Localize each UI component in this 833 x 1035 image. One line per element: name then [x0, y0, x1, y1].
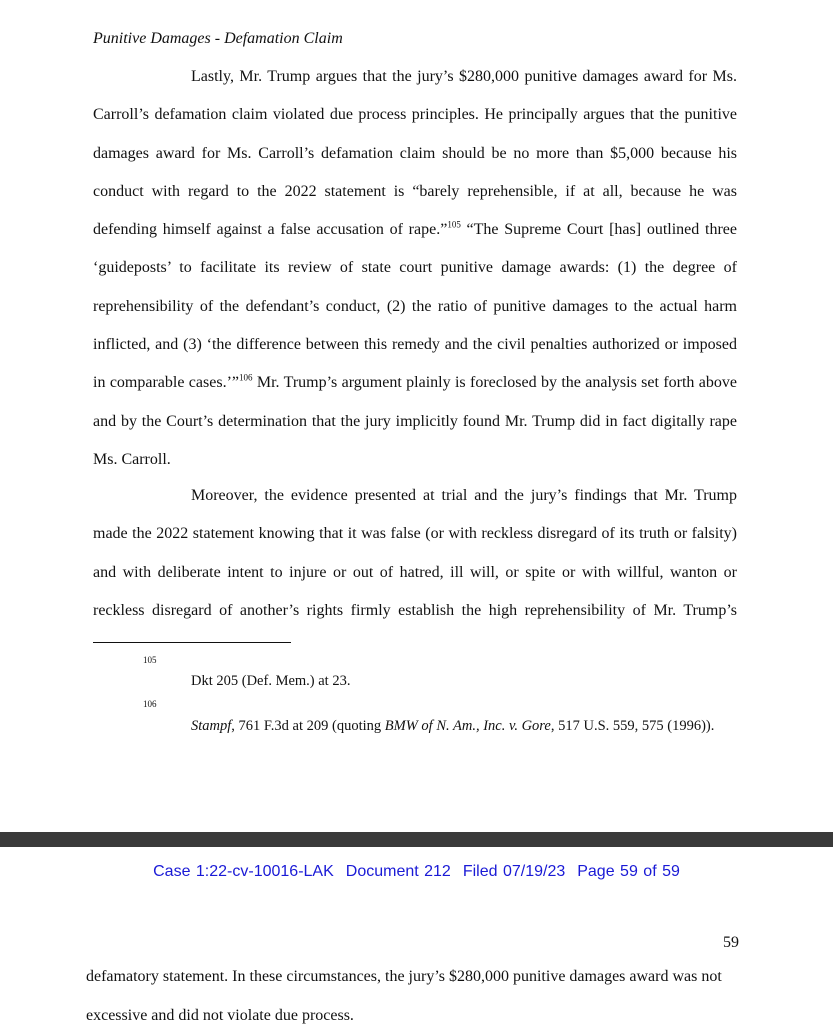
- paragraph1-text-a: Lastly, Mr. Trump argues that the jury’s $280,000 punitive damages award for Ms. Carroll’s defamation claim violated due process principles. He principally argues that the punitive damages award for Ms. Carroll’s defamation claim should be no more than $5,000 because his conduct with regard to the 2022 statement is “barely reprehensible, if at all, because he was defending himself against a false accusation of rape.”: [93, 68, 737, 239]
- page-count: Page 59 of 59: [577, 863, 680, 880]
- paragraph2-text: Moreover, the evidence presented at trial and the jury’s findings that Mr. Trump made the 2022 statement knowing that it was false (or with reckless disregard of its truth or falsity) and with deliberate intent to injure or out of hatred, ill will, or spite or with willful, wanton or reckless disregard of another’s rights firmly establish the high reprehensibility of Mr. Trump’s: [93, 487, 737, 619]
- paragraph1-text-c: Mr. Trump’s argument plainly is foreclosed by the analysis set forth above and by the Court’s determination that the jury implicitly found Mr. Trump did in fact digitally rape Ms. Carroll.: [93, 374, 737, 468]
- footnote-ref-105[interactable]: 105: [447, 219, 461, 230]
- footnote-text-106: [191, 716, 714, 736]
- footnote-text-105: Dkt 205 (Def. Mem.) at 23.: [191, 673, 351, 689]
- document-number: Document 212: [345, 863, 451, 880]
- paragraph-conclusion: defamatory statement. In these circumstances, the jury’s $280,000 punitive damages award was not excessive and did not violate due process.: [86, 968, 722, 1024]
- paragraph-punitive-argument: [93, 58, 737, 479]
- page-divider: [0, 832, 833, 847]
- footnote-number-105: 105: [143, 655, 157, 665]
- section-heading: Punitive Damages - Defamation Claim: [93, 30, 343, 47]
- footnote-106-citation-b: , 517 U.S. 559, 575 (1996)).: [550, 718, 715, 734]
- ecf-filing-header: [0, 861, 833, 883]
- paragraph1-text-b: “The Supreme Court [has] outlined three ‘guideposts’ to facilitate its review of state court punitive damage awards: (1) the degree of reprehensibility of the defendant’s conduct, (2) the ratio of punitive damages to the actual harm inflicted, and (3) ‘the difference between this remedy and the civil penalties authorized or imposed in comparable cases.’”: [93, 221, 737, 392]
- case-name-bmw: BMW of N. Am., Inc. v. Gore: [384, 718, 551, 734]
- footnote-106-citation-a: , 761 F.3d at 209 (quoting: [231, 718, 385, 734]
- page-number: 59: [723, 934, 739, 951]
- footnote-separator: [93, 642, 291, 643]
- footnote-ref-106[interactable]: 106: [239, 373, 253, 384]
- footnote-number-106: 106: [143, 699, 157, 709]
- case-number: Case 1:22-cv-10016-LAK: [153, 863, 334, 880]
- case-name-stampf: Stampf: [191, 718, 232, 734]
- filed-date: Filed 07/19/23: [462, 863, 566, 880]
- paragraph-reprehensibility: [93, 477, 737, 630]
